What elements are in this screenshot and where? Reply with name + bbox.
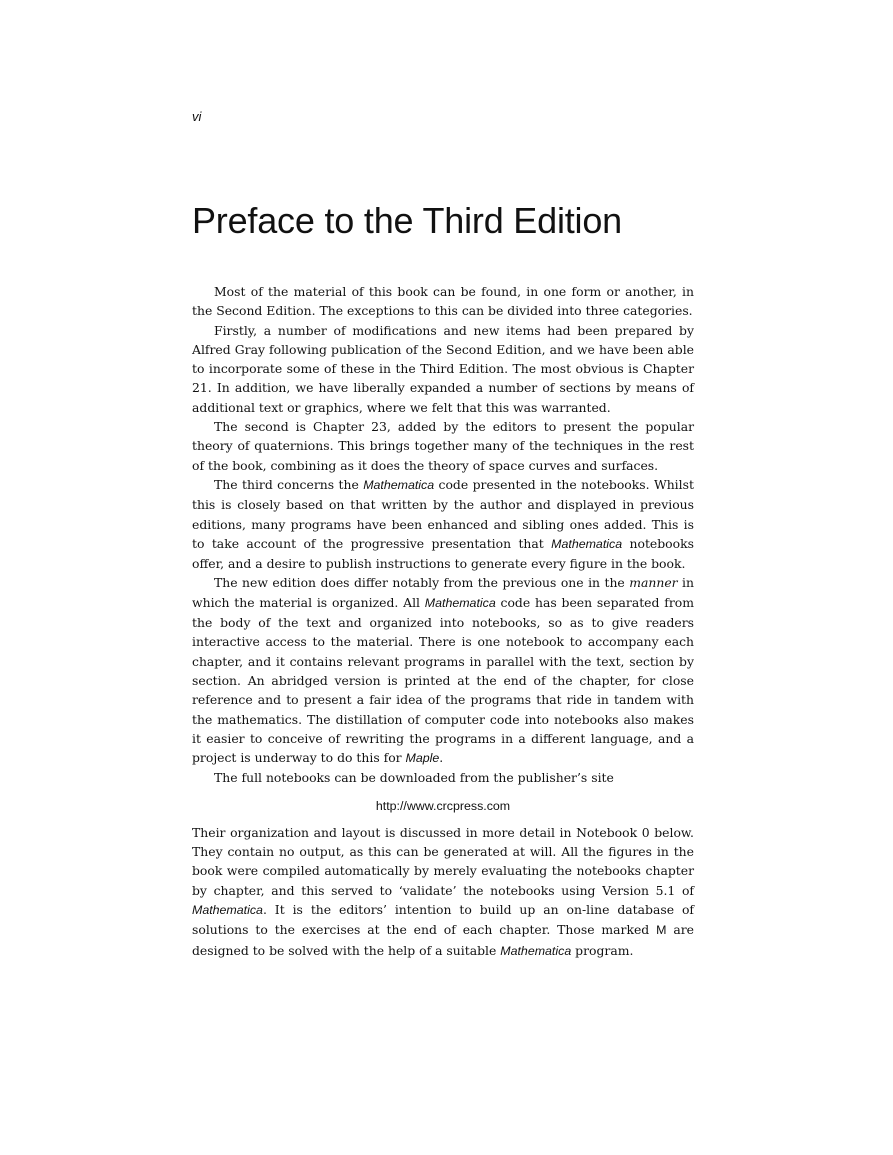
term-mathematica: Mathematica bbox=[551, 536, 623, 551]
paragraph-4-text-b: code presented in the notebooks. Whilst this is closely based on that written by the author and displayed in previous editions, many programs have been enhanced and sibling ones added. This is to take account of the progressive presentation that bbox=[192, 476, 694, 551]
paragraph-4-text-c: notebooks offer, and a desire to publish instructions to generate every figure in the book. bbox=[192, 535, 694, 572]
exercise-marker: M bbox=[656, 923, 667, 938]
paragraph-4 bbox=[192, 475, 694, 573]
paragraph-2: Firstly, a number of modifications and new items had been prepared by Alfred Gray following publication of the Second Edition, and we have been able to incorporate some of these in the Third Edition. The most obvious is Chapter 21. In addition, we have liberally expanded a number of sections by means of additional text or graphics, where we felt that this was warranted. bbox=[192, 322, 694, 415]
term-mathematica: Mathematica bbox=[500, 943, 572, 958]
paragraph-7-text-d: program. bbox=[575, 942, 634, 958]
term-mathematica: Mathematica bbox=[363, 477, 435, 492]
paragraph-5-text-a: The new edition does differ notably from the previous one in the bbox=[214, 575, 625, 591]
page-title: Preface to the Third Edition bbox=[192, 200, 622, 241]
page-number: vi bbox=[192, 109, 202, 124]
term-maple: Maple bbox=[405, 751, 440, 766]
paragraph-7 bbox=[192, 823, 694, 961]
paragraph-7-text-b: . It is the editors’ intention to build up an on-line database of solutions to the exercises at the end of each chapter. Those marked bbox=[192, 901, 694, 938]
paragraph-7-text-c: are designed to be solved with the help of a suitable bbox=[192, 922, 694, 958]
term-mathematica: Mathematica bbox=[192, 902, 263, 917]
paragraph-7-text-a: Their organization and layout is discussed in more detail in Notebook 0 below. They contain no output, as this can be generated at will. All the figures in the book were compiled automatically by merely evaluating the notebooks chapter by chapter, and this served to ‘validate’ the notebooks using Version 5.1 of bbox=[192, 824, 694, 898]
publisher-url[interactable]: http://www.crcpress.com bbox=[375, 798, 511, 813]
paragraph-6: The full notebooks can be downloaded from the publisher’s site bbox=[214, 770, 614, 786]
paragraph-5-text-c: code has been separated from the body of the text and organized into notebooks, so as to give readers interactive access to the material. There is one notebook to accompany each chapter, and it contains relevant programs in parallel with the text, section by section. An abridged version is printed at the end of the chapter, for close reference and to present a fair idea of the programs that ride in tandem with the mathematics. The distillation of computer code into notebooks also makes it easier to conceive of rewriting the programs in a different language, and a project is underway to do this for bbox=[192, 594, 694, 766]
paragraph-4-text-a: The third concerns the bbox=[214, 476, 359, 492]
paragraph-3: The second is Chapter 23, added by the editors to present the popular theory of quaternions. This brings together many of the techniques in the rest of the book, combining as it does the theory of space curves and surfaces. bbox=[192, 419, 694, 473]
term-manner: manner bbox=[629, 575, 678, 591]
paragraph-5-text-b: in which the material is organized. All bbox=[192, 575, 694, 610]
term-mathematica: Mathematica bbox=[424, 595, 496, 610]
paragraph-5 bbox=[192, 573, 694, 768]
paragraph-1: Most of the material of this book can be found, in one form or another, in the Second Edition. The exceptions to this can be divided into three categories. bbox=[192, 284, 694, 319]
paragraph-5-text-d: . bbox=[439, 750, 444, 766]
preface-body bbox=[192, 282, 694, 961]
